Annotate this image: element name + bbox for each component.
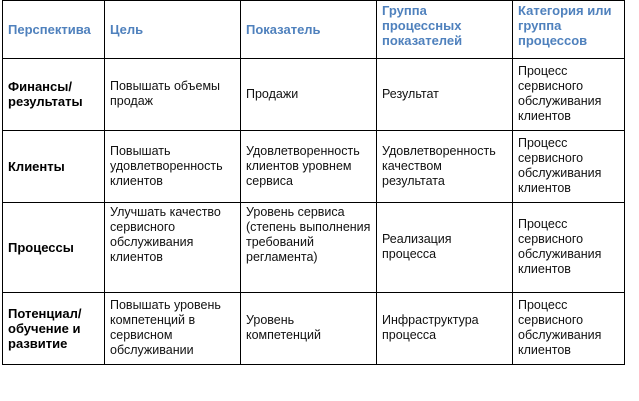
- table-row: [3, 293, 625, 365]
- cell-perspective: Процессы: [3, 203, 105, 293]
- header-perspective: Перспектива: [3, 1, 105, 59]
- cell-indicator: Уровень сервиса (степень выполнения требований регламента): [241, 203, 377, 293]
- cell-process-category: Процесс сервисного обслуживания клиентов: [513, 59, 625, 131]
- header-goal: Цель: [105, 1, 241, 59]
- kpi-table: [2, 0, 625, 365]
- table-row: [3, 131, 625, 203]
- cell-perspective: Финансы/ результаты: [3, 59, 105, 131]
- cell-perspective: Клиенты: [3, 131, 105, 203]
- cell-goal: Повышать объемы продаж: [105, 59, 241, 131]
- cell-indicator-group: Результат: [377, 59, 513, 131]
- header-row: [3, 1, 625, 59]
- header-indicator-group: Группа процессных показателей: [377, 1, 513, 59]
- cell-process-category: Процесс сервисного обслуживания клиентов: [513, 203, 625, 293]
- cell-indicator-group: Инфраструктура процесса: [377, 293, 513, 365]
- cell-process-category: Процесс сервисного обслуживания клиентов: [513, 293, 625, 365]
- cell-process-category: Процесс сервисного обслуживания клиентов: [513, 131, 625, 203]
- cell-goal: Повышать удовлетворенность клиентов: [105, 131, 241, 203]
- cell-goal: Улучшать качество сервисного обслуживания клиентов: [105, 203, 241, 293]
- table-row: [3, 203, 625, 293]
- cell-indicator-group: Реализация процесса: [377, 203, 513, 293]
- cell-goal: Повышать уровень компетенций в сервисном обслуживании: [105, 293, 241, 365]
- cell-indicator: Продажи: [241, 59, 377, 131]
- cell-perspective: Потенциал/ обучение и развитие: [3, 293, 105, 365]
- cell-indicator: Уровень компетенций: [241, 293, 377, 365]
- header-process-category: Категория или группа процессов: [513, 1, 625, 59]
- cell-indicator-group: Удовлетворенность качеством результата: [377, 131, 513, 203]
- cell-indicator: Удовлетворенность клиентов уровнем сервиса: [241, 131, 377, 203]
- header-indicator: Показатель: [241, 1, 377, 59]
- table-row: [3, 59, 625, 131]
